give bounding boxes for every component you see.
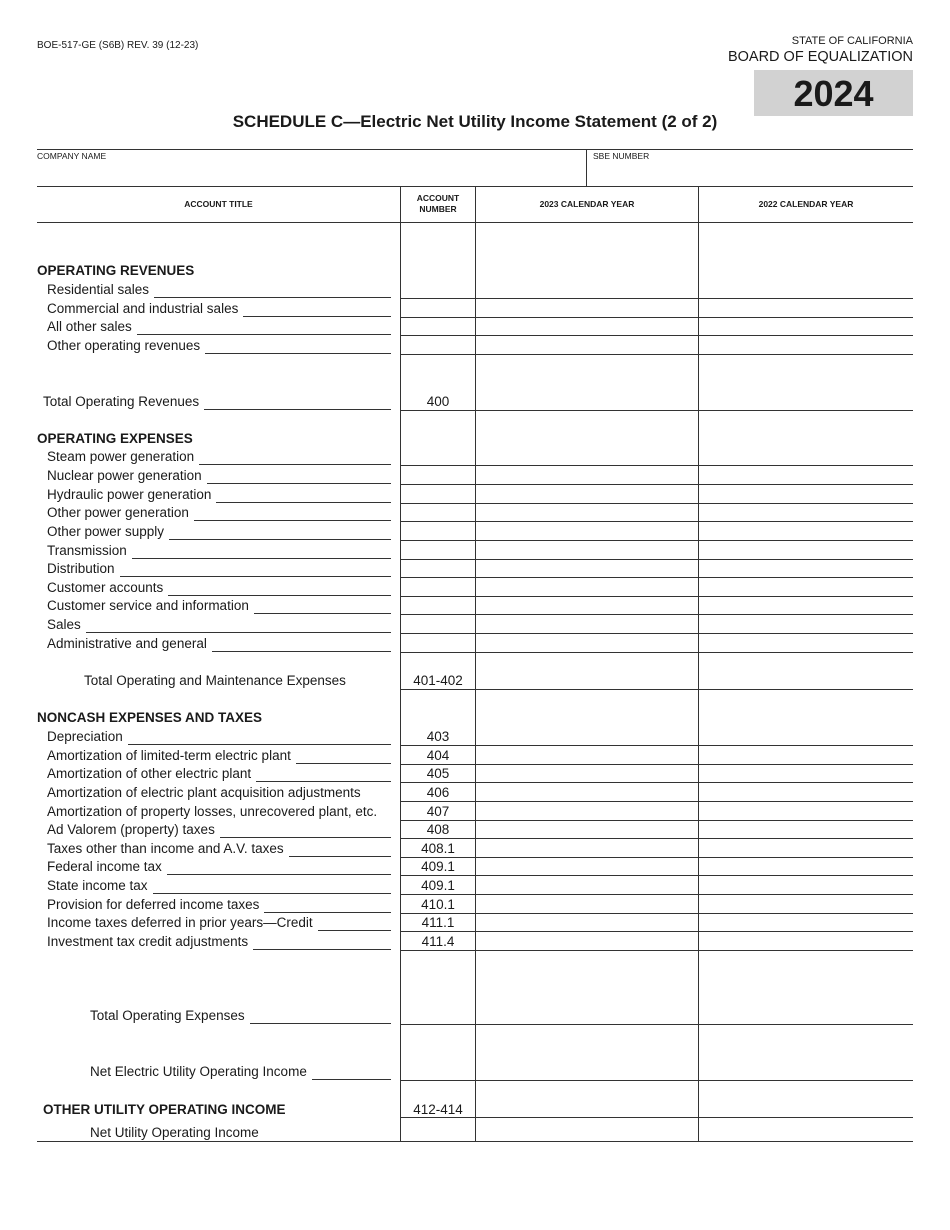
row-label: Income taxes deferred in prior years—Credit <box>47 915 313 930</box>
leader-line <box>220 837 391 838</box>
leader-line <box>194 520 391 521</box>
leader-line <box>153 893 391 894</box>
amount-2023-cell[interactable] <box>476 317 698 335</box>
leader-line <box>256 781 391 782</box>
amount-2022-cell[interactable] <box>699 895 913 913</box>
amount-2022-cell[interactable] <box>699 634 913 652</box>
amount-2022-cell[interactable] <box>699 1118 913 1141</box>
row-label: Net Utility Operating Income <box>90 1125 259 1140</box>
row-label: Residential sales <box>47 282 150 297</box>
amount-2023-cell[interactable] <box>476 932 698 950</box>
row-label: Ad Valorem (property) taxes <box>47 822 215 837</box>
leader-line <box>128 744 391 745</box>
account-number: 400 <box>426 394 450 409</box>
row-label: Other power generation <box>47 505 189 520</box>
amount-2022-cell[interactable] <box>699 783 913 801</box>
amount-2022-cell[interactable] <box>699 951 913 1024</box>
amount-2022-cell[interactable] <box>699 820 913 838</box>
row-label: Federal income tax <box>47 859 162 874</box>
account-number: 409.1 <box>421 878 455 893</box>
leader-line <box>312 1079 391 1080</box>
amount-2023-cell[interactable] <box>476 299 698 317</box>
amount-2022-cell[interactable] <box>699 764 913 782</box>
leader-line <box>264 912 391 913</box>
row-label: Provision for deferred income taxes <box>47 897 260 912</box>
amount-2022-cell[interactable] <box>699 578 913 596</box>
account-number: 409.1 <box>421 859 455 874</box>
leader-line <box>204 409 391 410</box>
account-number: 403 <box>426 729 450 744</box>
account-number: 412-414 <box>413 1102 463 1117</box>
leader-line <box>289 856 391 857</box>
row-label: Total Operating Revenues <box>43 394 200 409</box>
row-label: Administrative and general <box>47 636 207 651</box>
amount-2023-cell[interactable] <box>476 578 698 596</box>
amount-2023-cell[interactable] <box>476 355 698 410</box>
leader-line <box>86 632 391 633</box>
amount-2023-cell[interactable] <box>476 223 698 298</box>
row-label: Sales <box>47 617 81 632</box>
leader-line <box>253 949 391 950</box>
row-label: Hydraulic power generation <box>47 487 212 502</box>
board-label: BOARD OF EQUALIZATION <box>727 49 913 65</box>
row-label: Distribution <box>47 561 115 576</box>
row-label: Nuclear power generation <box>47 468 202 483</box>
row-label: Amortization of property losses, unrecovered plant, etc. <box>47 804 378 819</box>
amount-2022-cell[interactable] <box>699 839 913 857</box>
top-rule <box>37 149 913 150</box>
amount-2023-cell[interactable] <box>476 839 698 857</box>
amount-2023-cell[interactable] <box>476 503 698 521</box>
row-label: State income tax <box>47 878 148 893</box>
amount-2023-cell[interactable] <box>476 876 698 894</box>
amount-2023-cell[interactable] <box>476 1118 698 1141</box>
account-number: 401-402 <box>413 673 463 688</box>
row-label: Net Electric Utility Operating Income <box>90 1064 307 1079</box>
amount-2023-cell[interactable] <box>476 820 698 838</box>
amount-2023-cell[interactable] <box>476 522 698 540</box>
account-number: 408 <box>426 822 450 837</box>
row-rule <box>400 1080 913 1081</box>
row-label: All other sales <box>47 319 132 334</box>
amount-2023-cell[interactable] <box>476 690 698 745</box>
leader-line <box>254 613 391 614</box>
row-label: Transmission <box>47 543 127 558</box>
amount-2023-cell[interactable] <box>476 653 698 689</box>
row-label: Investment tax credit adjustments <box>47 934 249 949</box>
amount-2022-cell[interactable] <box>699 690 913 745</box>
amount-2022-cell[interactable] <box>699 802 913 820</box>
company-name-field[interactable] <box>37 163 582 185</box>
row-label: Customer accounts <box>47 580 164 595</box>
col-account-number: ACCOUNT NUMBER <box>416 193 460 214</box>
amount-2022-cell[interactable] <box>699 541 913 559</box>
amount-2022-cell[interactable] <box>699 411 913 465</box>
row-label: Amortization of limited-term electric plant <box>47 748 291 763</box>
row-label: Customer service and information <box>47 598 249 613</box>
amount-2023-cell[interactable] <box>476 466 698 484</box>
leader-line <box>169 539 391 540</box>
amount-2022-cell[interactable] <box>699 355 913 410</box>
section-operating-revenues: OPERATING REVENUES <box>37 263 195 278</box>
amount-2023-cell[interactable] <box>476 634 698 652</box>
state-label: STATE OF CALIFORNIA <box>791 35 913 47</box>
amount-2023-cell[interactable] <box>476 895 698 913</box>
row-label: Steam power generation <box>47 449 195 464</box>
leader-line <box>168 595 391 596</box>
col-account-title: ACCOUNT TITLE <box>184 199 253 209</box>
amount-2023-cell[interactable] <box>476 485 698 503</box>
amount-2022-cell[interactable] <box>699 336 913 354</box>
col-line-1 <box>400 186 401 1142</box>
leader-line <box>296 763 391 764</box>
row-label: Amortization of electric plant acquisition adjustments <box>47 785 361 800</box>
year-box: 2024 <box>754 70 913 116</box>
account-number: 410.1 <box>421 897 455 912</box>
bottom-rule <box>37 1141 913 1142</box>
amount-2023-cell[interactable] <box>476 764 698 782</box>
leader-line <box>318 930 391 931</box>
section-other-income: OTHER UTILITY OPERATING INCOME <box>43 1102 286 1117</box>
amount-2023-cell[interactable] <box>476 802 698 820</box>
field-divider <box>586 149 587 186</box>
leader-line <box>205 353 391 354</box>
amount-2022-cell[interactable] <box>699 932 913 950</box>
page-title: SCHEDULE C—Electric Net Utility Income Statement (2 of 2) <box>232 112 718 131</box>
row-label: Taxes other than income and A.V. taxes <box>47 841 284 856</box>
row-label: Amortization of other electric plant <box>47 766 252 781</box>
leader-line <box>132 558 391 559</box>
amount-2023-cell[interactable] <box>476 541 698 559</box>
account-number: 408.1 <box>421 841 455 856</box>
row-label: Other power supply <box>47 524 165 539</box>
amount-2022-cell[interactable] <box>699 485 913 503</box>
leader-line <box>167 874 391 875</box>
section-noncash: NONCASH EXPENSES AND TAXES <box>37 710 263 725</box>
col-2023: 2023 CALENDAR YEAR <box>539 199 635 209</box>
leader-line <box>243 316 391 317</box>
leader-line <box>154 297 391 298</box>
sbe-number-field[interactable] <box>592 163 910 185</box>
leader-line <box>199 464 391 465</box>
account-number: 407 <box>426 804 450 819</box>
amount-2023-cell[interactable] <box>476 559 698 577</box>
amount-2023-cell[interactable] <box>476 596 698 614</box>
amount-2022-cell[interactable] <box>699 615 913 633</box>
leader-line <box>216 502 391 503</box>
account-number: 406 <box>426 785 450 800</box>
amount-2022-cell[interactable] <box>699 596 913 614</box>
amount-2022-cell[interactable] <box>699 317 913 335</box>
account-number: 405 <box>426 766 450 781</box>
section-operating-expenses: OPERATING EXPENSES <box>37 431 193 446</box>
amount-2023-cell[interactable] <box>476 746 698 764</box>
row-label: Commercial and industrial sales <box>47 301 239 316</box>
amount-2022-cell[interactable] <box>699 223 913 298</box>
row-label: Total Operating Expenses <box>90 1008 245 1023</box>
amount-2023-cell[interactable] <box>476 615 698 633</box>
amount-2023-cell[interactable] <box>476 411 698 465</box>
amount-2022-cell[interactable] <box>699 653 913 689</box>
row-label: Depreciation <box>47 729 123 744</box>
amount-2023-cell[interactable] <box>476 336 698 354</box>
amount-2022-cell[interactable] <box>699 466 913 484</box>
account-number: 411.4 <box>421 934 455 949</box>
row-label: Other operating revenues <box>47 338 201 353</box>
amount-2022-cell[interactable] <box>699 857 913 875</box>
leader-line <box>120 576 391 577</box>
amount-2022-cell[interactable] <box>699 1025 913 1080</box>
amount-2022-cell[interactable] <box>699 522 913 540</box>
leader-line <box>207 483 391 484</box>
amount-2023-cell[interactable] <box>476 913 698 931</box>
amount-2023-cell[interactable] <box>476 951 698 1024</box>
leader-line <box>212 651 391 652</box>
amount-2022-cell[interactable] <box>699 876 913 894</box>
amount-2023-cell[interactable] <box>476 783 698 801</box>
leader-line <box>250 1023 391 1024</box>
form-id: BOE-517-GE (S6B) REV. 39 (12-23) <box>37 40 199 51</box>
account-number: 404 <box>426 748 450 763</box>
leader-line <box>137 334 391 335</box>
amount-2022-cell[interactable] <box>699 299 913 317</box>
amount-2022-cell[interactable] <box>699 913 913 931</box>
amount-2022-cell[interactable] <box>699 746 913 764</box>
amount-2023-cell[interactable] <box>476 857 698 875</box>
amount-2022-cell[interactable] <box>699 503 913 521</box>
col-2022: 2022 CALENDAR YEAR <box>758 199 854 209</box>
sbe-number-label: SBE NUMBER <box>593 151 650 161</box>
amount-2022-cell[interactable] <box>699 559 913 577</box>
amount-2023-cell[interactable] <box>476 1025 698 1080</box>
account-number: 411.1 <box>421 915 455 930</box>
row-label: Total Operating and Maintenance Expenses <box>84 673 346 688</box>
company-name-label: COMPANY NAME <box>37 151 107 161</box>
